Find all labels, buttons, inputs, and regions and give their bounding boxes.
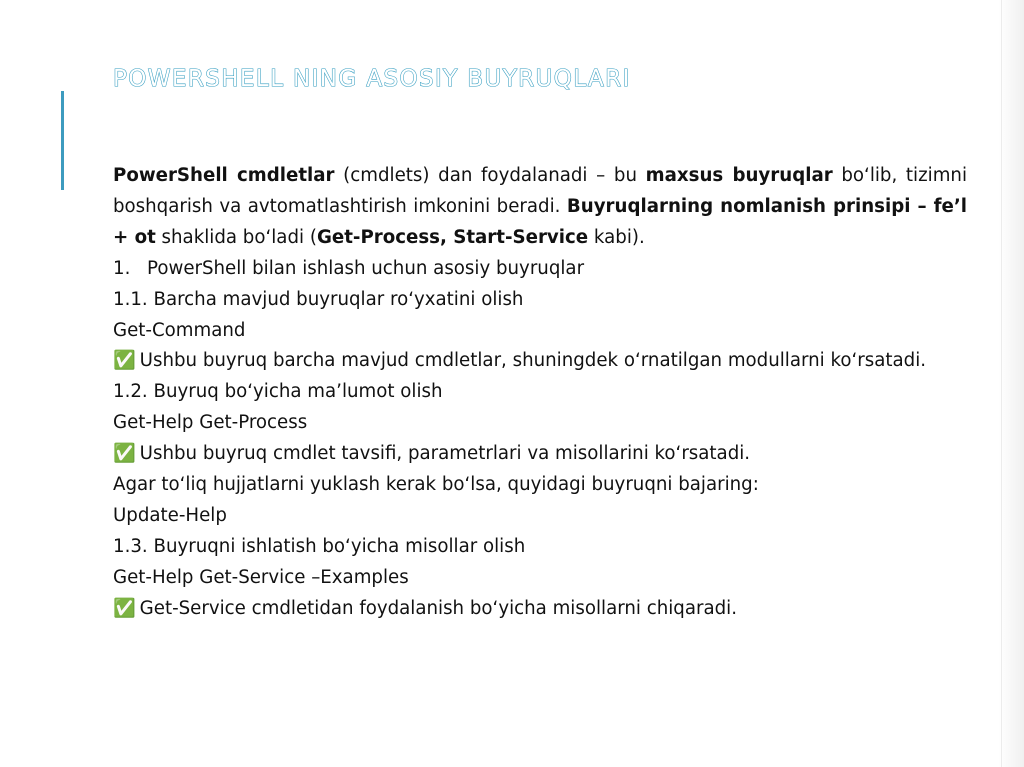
slide-body <box>113 161 967 625</box>
intro-bold-cmdletlar: PowerShell cmdletlar <box>113 165 335 186</box>
item2-note <box>113 439 967 470</box>
item2-command: Get-Help Get-Process <box>113 412 308 434</box>
item3-heading: 1.3. Buyruqni ishlatish bo‘yicha misollar olish <box>113 535 526 557</box>
intro-text-4: kabi). <box>588 226 645 248</box>
item1-note-text: Ushbu buyruq barcha mavjud cmdletlar, shuningdek o‘rnatilgan modullarni ko‘rsatadi. <box>139 350 927 372</box>
section-text: PowerShell bilan ishlash uchun asosiy buyruqlar <box>147 257 585 279</box>
intro-text-3: shaklida bo‘ladi ( <box>155 226 317 248</box>
intro-bold-examples: Get-Process, Start-Service <box>316 226 589 248</box>
section-number: 1. <box>113 257 131 279</box>
check-icon: ✅ <box>113 350 136 372</box>
item3-note <box>113 594 967 625</box>
check-icon: ✅ <box>113 597 136 619</box>
item3-note-text: Get-Service cmdletidan foydalanish bo‘yicha misollarni chiqaradi. <box>139 597 738 619</box>
item1-heading: 1.1. Barcha mavjud buyruqlar ro‘yxatini olish <box>113 288 524 310</box>
item1-note <box>113 346 967 377</box>
item3-command: Get-Help Get-Service –Examples <box>113 566 409 588</box>
item1-command: Get-Command <box>113 319 246 341</box>
intro-text-1: (cmdlets) dan foydalanadi – bu <box>334 165 646 186</box>
intro-paragraph <box>113 161 967 254</box>
item2-extra: Agar to‘liq hujjatlarni yuklash kerak bo‘lsa, quyidagi buyruqni bajaring: <box>113 474 759 496</box>
item2-extra-command: Update-Help <box>113 504 227 526</box>
intro-bold-principle: Buyruqlarning nomlanish prinsipi – fe’l + ot <box>113 195 968 248</box>
check-icon: ✅ <box>113 443 136 465</box>
slide-edge-line <box>1001 0 1002 767</box>
section-heading <box>113 254 967 285</box>
slide-title: POWERSHELL NING ASOSIY BUYRUQLARI <box>113 66 631 92</box>
intro-text-2: bo‘lib, tizimni boshqarish va avtomatlashtirish imkonini beradi. <box>113 165 967 217</box>
item2-note-text: Ushbu buyruq cmdlet tavsifi, parametrlari va misollarini ko‘rsatadi. <box>139 443 751 465</box>
item2-heading: 1.2. Buyruq bo‘yicha ma’lumot olish <box>113 381 443 403</box>
intro-bold-maxsus: maxsus buyruqlar <box>645 165 833 186</box>
accent-bar <box>61 91 64 190</box>
